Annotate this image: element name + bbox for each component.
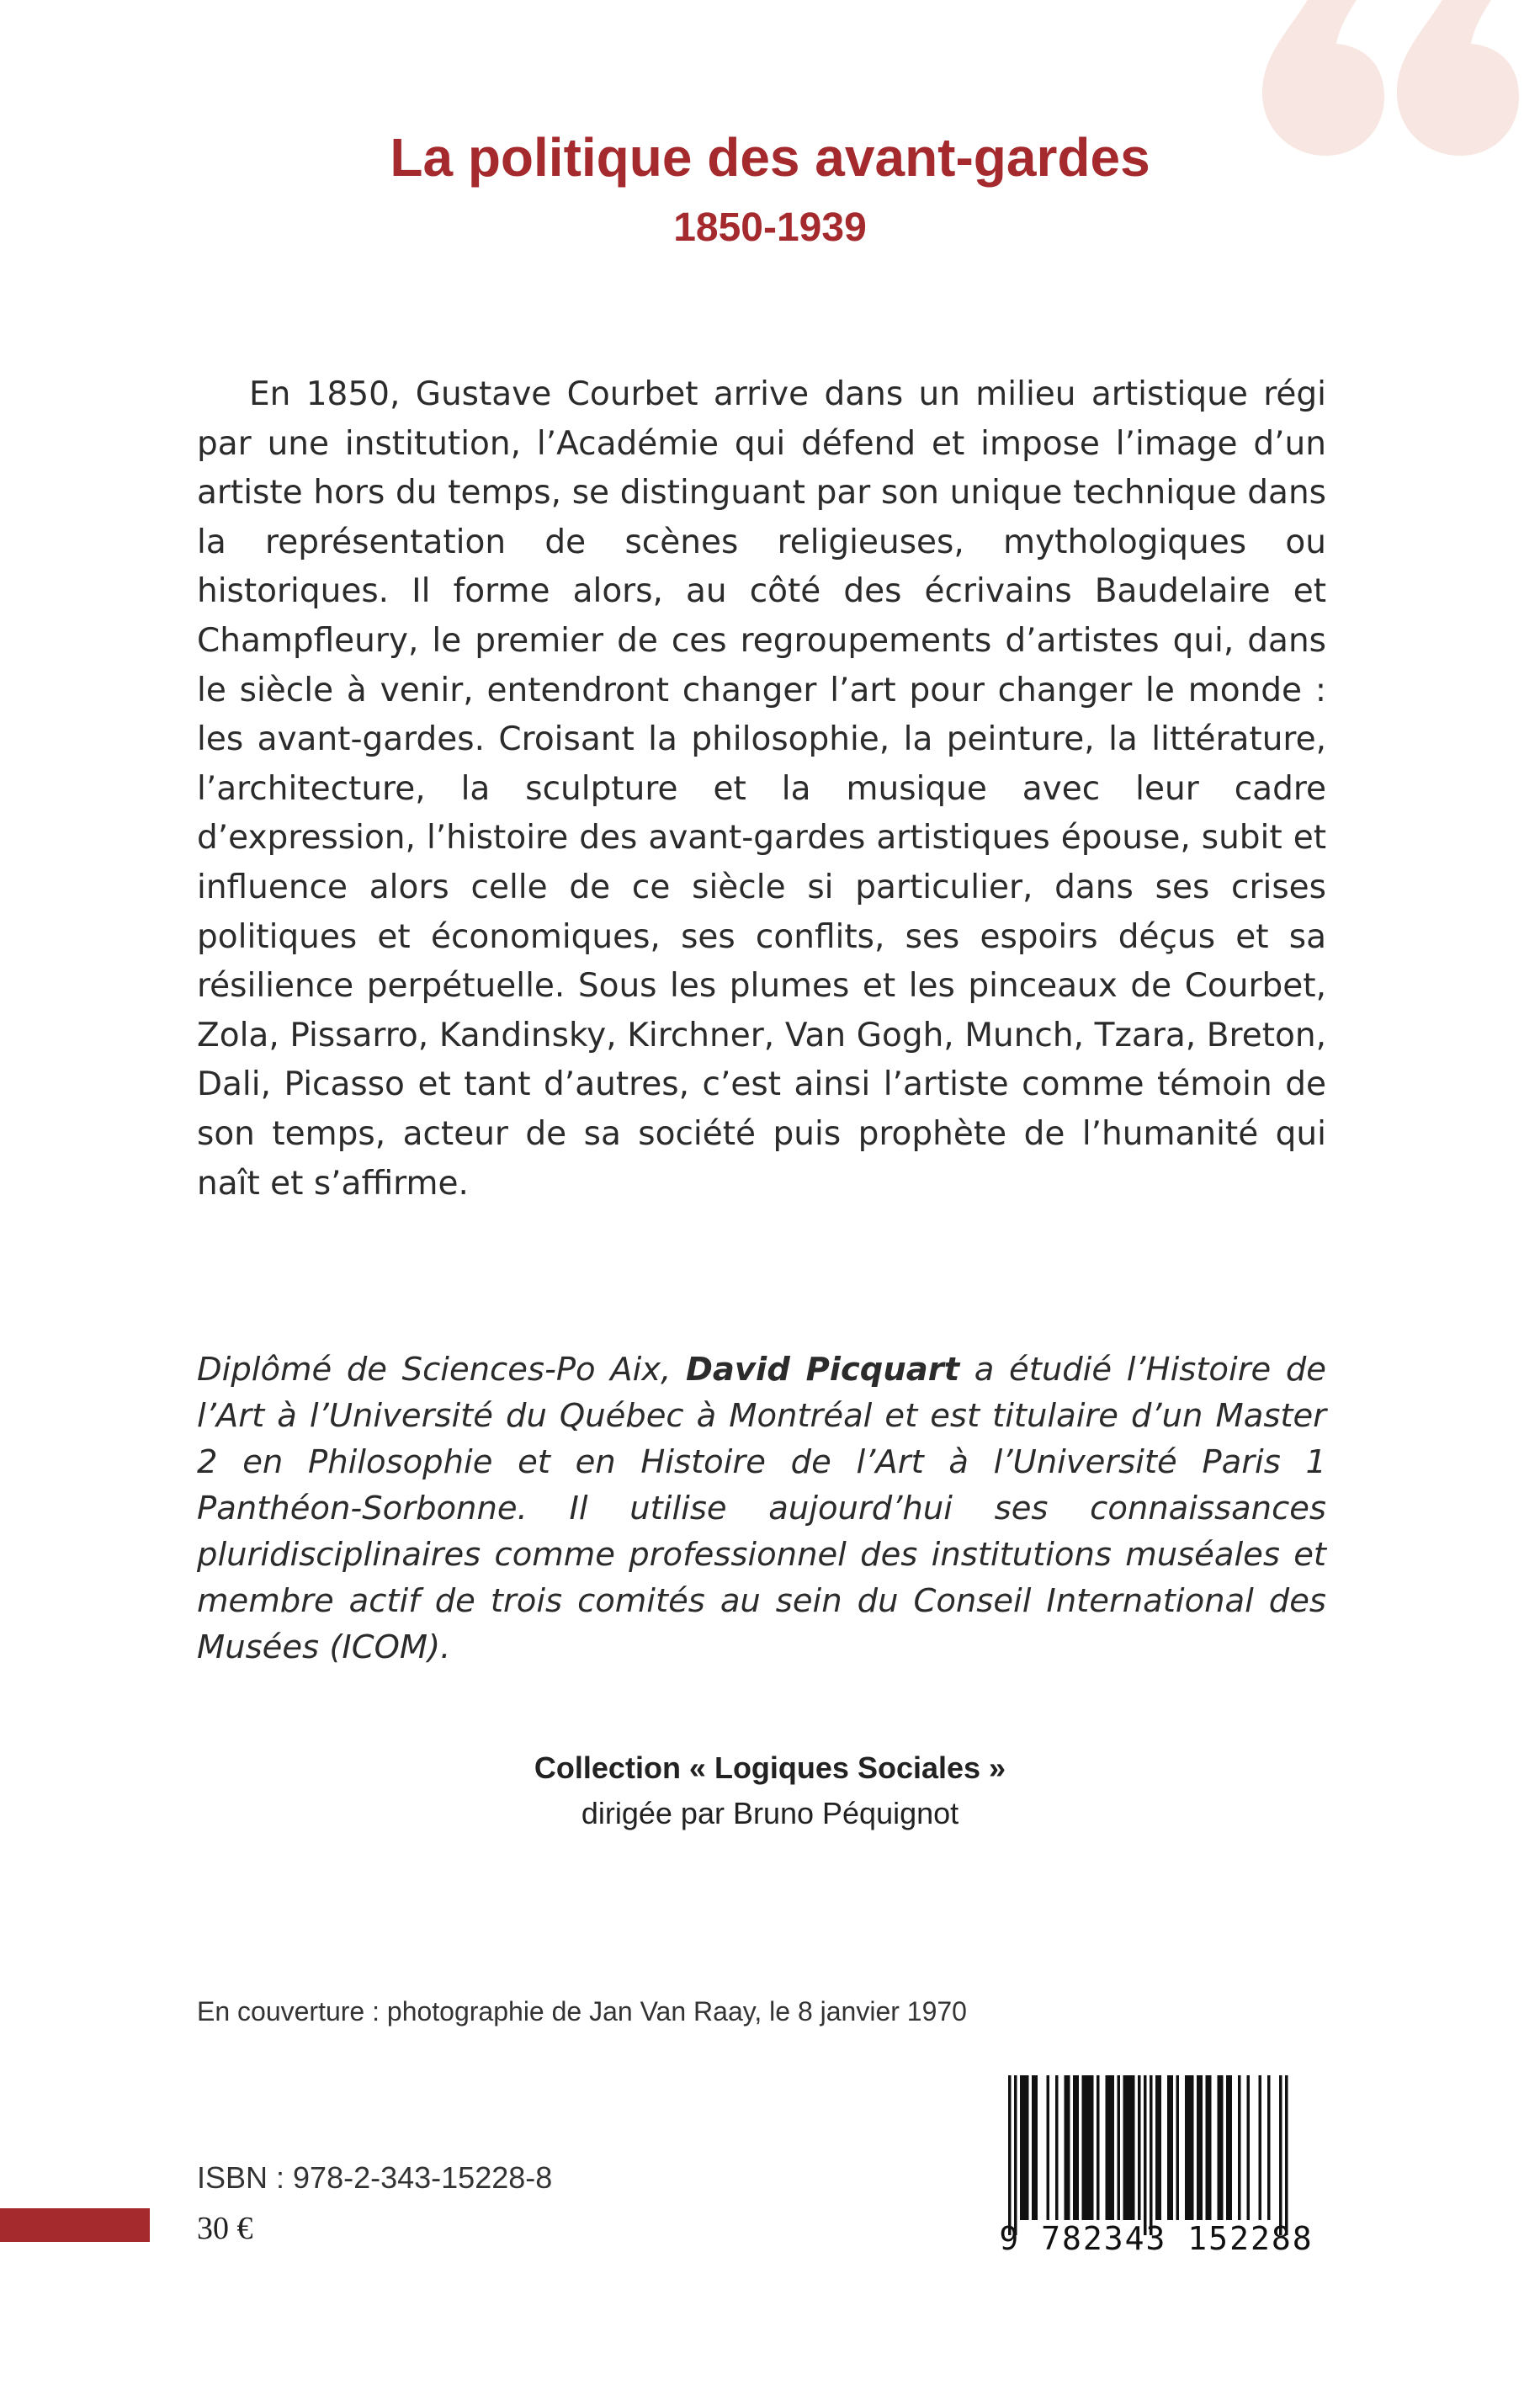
barcode-bar bbox=[1267, 2075, 1271, 2220]
barcode-bar bbox=[1150, 2075, 1153, 2235]
barcode-bar bbox=[1226, 2075, 1229, 2220]
barcode-bar bbox=[1238, 2075, 1241, 2220]
barcode-bar bbox=[1067, 2075, 1070, 2220]
barcode-bar bbox=[1076, 2075, 1080, 2220]
author-name: David Picquart bbox=[685, 1351, 960, 1389]
barcode-bar bbox=[1085, 2075, 1088, 2220]
bio-intro: Diplômé de Sciences-Po Aix, bbox=[197, 1351, 686, 1389]
summary-text bbox=[197, 370, 1326, 1208]
barcode-bar bbox=[1047, 2075, 1050, 2220]
barcode-bar bbox=[1082, 2075, 1086, 2220]
barcode-bar bbox=[1185, 2075, 1188, 2220]
barcode-bar bbox=[1218, 2075, 1221, 2220]
barcode-bar bbox=[1200, 2075, 1203, 2220]
barcode-bar bbox=[1191, 2075, 1194, 2220]
barcode-bar bbox=[1132, 2075, 1135, 2220]
isbn: ISBN : 978-2-343-15228-8 bbox=[197, 2160, 553, 2195]
barcode-bar bbox=[1073, 2075, 1076, 2220]
barcode-bar bbox=[1020, 2075, 1023, 2220]
book-subtitle: 1850-1939 bbox=[673, 205, 867, 250]
barcode-bar bbox=[1118, 2075, 1121, 2220]
author-bio bbox=[197, 1347, 1326, 1671]
summary-paragraph: En 1850, Gustave Courbet arrive dans un milieu artistique régi par une institution, l’Académie qui défend et impose l’image d’un artiste hors du temps, se distinguant par son unique technique dans la représentation de scènes religieuses, mythologiques ou historiques. Il forme alors, au côté des écrivains Baudelaire et Champfleury, le premier de ces regroupements d’artistes qui, dans le siècle à venir, entendront changer l’art pour changer le monde : les avant-gardes. Croisant la philosophie, la peinture, la littérature, l’architecture, la sculpture et la musique avec leur cadre d’expression, l’histoire des avant-gardes artistiques épouse, subit et influence alors celle de ce siècle si particulier, dans ses crises politiques et économiques, ses conflits, ses espoirs déçus et sa résilience perpétuelle. Sous les plumes et les pinceaux de Courbet, Zola, Pissarro, Kandinsky, Kirchner, Van Gogh, Munch, Tzara, Breton, Dali, Picasso et tant d’autres, c’est ainsi l’artiste comme témoin de son temps, acteur de sa société puis prophète de l’humanité qui naît et s’affirme. bbox=[197, 375, 1326, 1203]
barcode-bar bbox=[1032, 2075, 1035, 2220]
barcode-bar bbox=[1176, 2075, 1180, 2220]
book-title: La politique des avant-gardes bbox=[390, 127, 1150, 188]
cover-credit: En couverture : photographie de Jan Van Raay, le 8 janvier 1970 bbox=[197, 1996, 967, 2026]
barcode-bar bbox=[1279, 2075, 1282, 2235]
barcode-bar bbox=[1023, 2075, 1027, 2220]
barcode bbox=[990, 2075, 1323, 2257]
barcode-bar bbox=[1144, 2075, 1147, 2235]
barcode-bar bbox=[1108, 2075, 1112, 2220]
barcode-bar bbox=[1197, 2075, 1200, 2220]
price: 30 € bbox=[197, 2211, 253, 2246]
barcode-bar bbox=[1014, 2075, 1017, 2235]
barcode-bar bbox=[1112, 2075, 1115, 2220]
barcode-bar bbox=[1208, 2075, 1212, 2220]
collection-name: Collection « Logiques Sociales » bbox=[534, 1750, 1006, 1785]
barcode-bar bbox=[1229, 2075, 1233, 2220]
barcode-bar bbox=[1129, 2075, 1133, 2220]
barcode-bar bbox=[1035, 2075, 1038, 2220]
barcode-bar bbox=[1088, 2075, 1091, 2220]
barcode-bar bbox=[1259, 2075, 1262, 2220]
barcode-bar bbox=[1138, 2075, 1141, 2220]
accent-bar bbox=[0, 2208, 150, 2242]
barcode-bar bbox=[1188, 2075, 1192, 2220]
bio-body: a étudié l’Histoire de l’Art à l’Université du Québec à Montréal et est titulaire d’un Master 2 en Philosophie et en Histoire de l’Art à l’Université Paris 1 Panthéon-Sorbonne. Il utilise aujourd’hui ses connaissances pluridisciplinaires comme professionnel des institutions muséales et membre actif de trois comités au sein du Conseil International des Musées (ICOM). bbox=[197, 1351, 1326, 1666]
barcode-bar bbox=[1206, 2075, 1209, 2220]
barcode-bar bbox=[1171, 2075, 1174, 2220]
barcode-bar bbox=[1091, 2075, 1094, 2220]
barcode-digits: 9 782343 152288 bbox=[999, 2220, 1314, 2257]
collection-director: dirigée par Bruno Péquignot bbox=[581, 1796, 959, 1830]
barcode-bar bbox=[1285, 2075, 1288, 2235]
barcode-bar bbox=[1026, 2075, 1029, 2220]
barcode-bar bbox=[1055, 2075, 1059, 2220]
barcode-bar bbox=[1159, 2075, 1162, 2220]
barcode-bar bbox=[1123, 2075, 1127, 2220]
barcode-bar bbox=[1065, 2075, 1068, 2220]
barcode-bar bbox=[1247, 2075, 1251, 2220]
barcode-bar bbox=[1167, 2075, 1171, 2220]
barcode-bar bbox=[1155, 2075, 1159, 2220]
barcode-bar bbox=[1126, 2075, 1129, 2220]
barcode-bar bbox=[1097, 2075, 1100, 2220]
barcode-bar bbox=[1106, 2075, 1109, 2220]
barcode-bar bbox=[1008, 2075, 1012, 2235]
barcode-bar bbox=[1220, 2075, 1224, 2220]
